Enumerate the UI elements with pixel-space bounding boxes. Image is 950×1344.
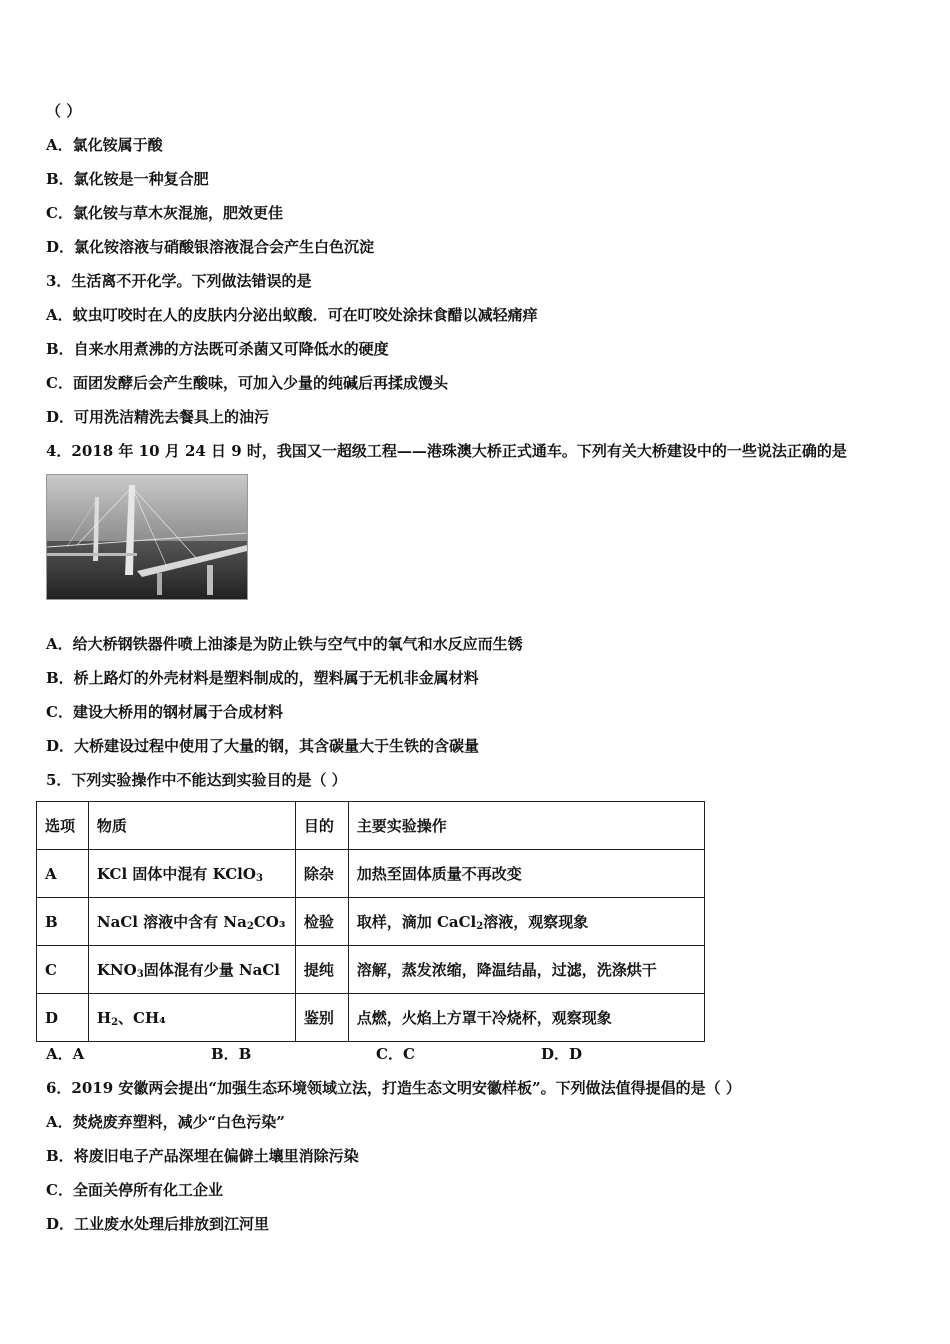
row-operation: 取样，滴加 CaCl$_2$溶液，观察现象 bbox=[348, 898, 704, 946]
row-option: A bbox=[37, 850, 89, 898]
row-purpose: 提纯 bbox=[295, 946, 348, 994]
row-option: C bbox=[37, 946, 89, 994]
q3-option-a: A．蚊虫叮咬时在人的皮肤内分泌出蚁酸．可在叮咬处涂抹食醋以减轻痛痒 bbox=[46, 306, 538, 324]
row-operation: 溶解，蒸发浓缩，降温结晶，过滤，洗涤烘干 bbox=[348, 946, 704, 994]
q5-answer-d: D．D bbox=[541, 1045, 583, 1063]
row-substance: NaCl 溶液中含有 $Na_2CO_3$ bbox=[88, 898, 295, 946]
q2-option-c: C．氯化铵与草木灰混施，肥效更佳 bbox=[46, 204, 283, 222]
q3-option-d: D．可用洗洁精洗去餐具上的油污 bbox=[46, 408, 270, 426]
table-row bbox=[37, 946, 705, 994]
row-substance: $H_2$、CH₄ bbox=[88, 994, 295, 1042]
q2-option-d: D．氯化铵溶液与硝酸银溶液混合会产生白色沉淀 bbox=[46, 238, 375, 256]
q6-option-b: B．将废旧电子产品深埋在偏僻土壤里消除污染 bbox=[46, 1147, 359, 1165]
q2-option-a: A．氯化铵属于酸 bbox=[46, 136, 163, 154]
q2-paren: （ ） bbox=[46, 102, 82, 120]
table-row bbox=[37, 994, 705, 1042]
q4-stem: 4．2018 年 10 月 24 日 9 时，我国又一超级工程——港珠澳大桥正式通车。下列有关大桥建设中的一些说法正确的是 bbox=[46, 442, 847, 460]
row-purpose: 鉴别 bbox=[295, 994, 348, 1042]
row-substance: $KNO_3$固体混有少量 NaCl bbox=[88, 946, 295, 994]
header-purpose: 目的 bbox=[295, 802, 348, 850]
row-operation: 点燃，火焰上方罩干冷烧杯，观察现象 bbox=[348, 994, 704, 1042]
q5-answer-a: A．A bbox=[46, 1045, 85, 1063]
header-operation: 主要实验操作 bbox=[348, 802, 704, 850]
q4-option-d: D．大桥建设过程中使用了大量的钢，其含碳量大于生铁的含碳量 bbox=[46, 737, 480, 755]
q4-option-a: A．给大桥钢铁器件喷上油漆是为防止铁与空气中的氧气和水反应而生锈 bbox=[46, 635, 523, 653]
q4-option-b: B．桥上路灯的外壳材料是塑料制成的，塑料属于无机非金属材料 bbox=[46, 669, 479, 687]
bridge-illustration bbox=[47, 475, 247, 599]
table-row bbox=[37, 898, 705, 946]
q6-stem: 6．2019 安徽两会提出“加强生态环境领域立法，打造生态文明安徽样板”。下列做法值得提倡的是（ ） bbox=[46, 1079, 741, 1097]
q5-answer-b: B．B bbox=[211, 1045, 252, 1063]
row-option: B bbox=[37, 898, 89, 946]
q6-option-a: A．焚烧废弃塑料，减少“白色污染” bbox=[46, 1113, 285, 1131]
q6-option-d: D．工业废水处理后排放到江河里 bbox=[46, 1215, 270, 1233]
row-operation: 加热至固体质量不再改变 bbox=[348, 850, 704, 898]
header-option: 选项 bbox=[37, 802, 89, 850]
q3-option-b: B．自来水用煮沸的方法既可杀菌又可降低水的硬度 bbox=[46, 340, 389, 358]
q5-answer-c: C．C bbox=[376, 1045, 415, 1063]
q6-option-c: C．全面关停所有化工企业 bbox=[46, 1181, 223, 1199]
header-substance: 物质 bbox=[88, 802, 295, 850]
table-row bbox=[37, 850, 705, 898]
experiment-table bbox=[36, 801, 705, 1042]
table-header-row bbox=[37, 802, 705, 850]
row-purpose: 除杂 bbox=[295, 850, 348, 898]
q4-option-c: C．建设大桥用的钢材属于合成材料 bbox=[46, 703, 283, 721]
row-option: D bbox=[37, 994, 89, 1042]
q3-stem: 3．生活离不开化学。下列做法错误的是 bbox=[46, 272, 312, 290]
row-substance: KCl 固体中混有 KClO$_3$ bbox=[88, 850, 295, 898]
q3-option-c: C．面团发酵后会产生酸味，可加入少量的纯碱后再揉成馒头 bbox=[46, 374, 448, 392]
q5-stem: 5．下列实验操作中不能达到实验目的是（ ） bbox=[46, 771, 347, 789]
bridge-photo bbox=[46, 474, 248, 600]
q2-option-b: B．氯化铵是一种复合肥 bbox=[46, 170, 209, 188]
row-purpose: 检验 bbox=[295, 898, 348, 946]
